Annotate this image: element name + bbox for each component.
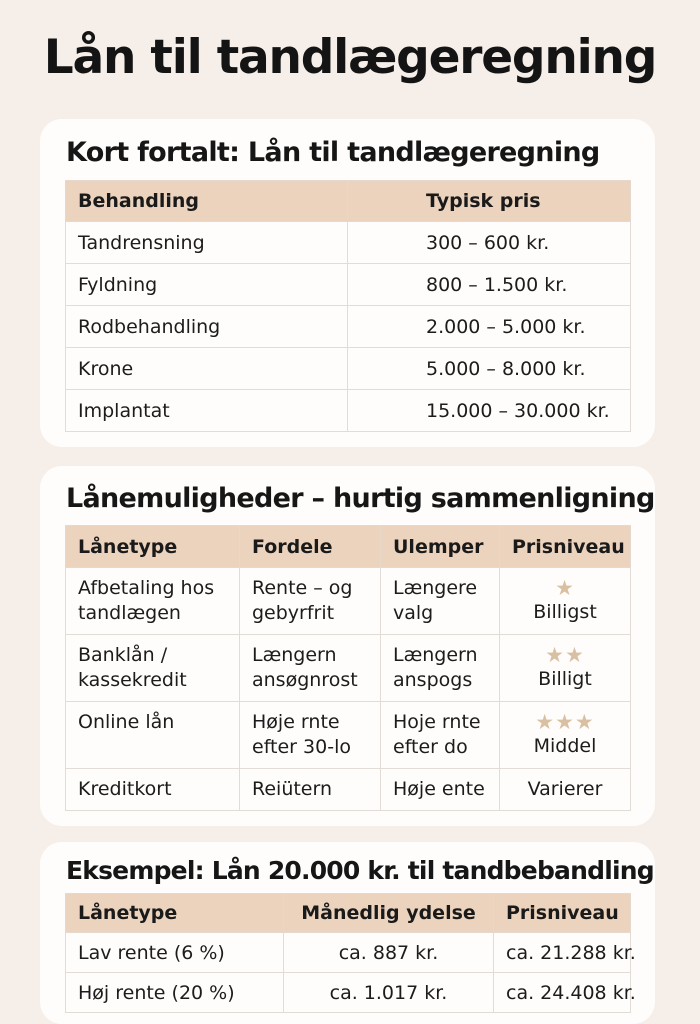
treatment-cell: Rodbehandling <box>66 306 348 348</box>
star-rating-icon: ★★★ <box>535 710 595 734</box>
column-header-monthly-payment: Månedlig ydelse <box>284 894 494 933</box>
cons-cell: Hoje rnte efter do <box>381 702 500 769</box>
treatment-price-table <box>65 180 631 432</box>
table-row <box>66 933 631 973</box>
total-cost-cell: ca. 24.408 kr. <box>494 973 631 1013</box>
table-row <box>66 222 631 264</box>
table-row <box>66 568 631 635</box>
cons-cell: Længern anspogs <box>381 635 500 702</box>
table-header-row <box>66 181 631 222</box>
table-row <box>66 390 631 432</box>
example-title: Eksempel: Lån 20.000 kr. til tandbebandling <box>66 856 654 885</box>
summary-card <box>40 119 655 447</box>
star-rating-icon: ★★ <box>545 643 585 667</box>
price-cell: 2.000 – 5.000 kr. <box>348 306 631 348</box>
price-level-cell <box>500 568 631 635</box>
price-level-label: Billigst <box>533 601 597 623</box>
table-row <box>66 264 631 306</box>
total-cost-cell: ca. 21.288 kr. <box>494 933 631 973</box>
price-cell: 300 – 600 kr. <box>348 222 631 264</box>
loan-type-cell: Banklån / kassekredit <box>66 635 240 702</box>
loan-type-cell: Kreditkort <box>66 769 240 811</box>
price-level-cell <box>500 702 631 769</box>
comparison-card <box>40 466 655 826</box>
table-row <box>66 702 631 769</box>
price-level-cell <box>500 635 631 702</box>
price-level-label: Billigt <box>538 668 592 690</box>
table-row <box>66 348 631 390</box>
summary-title: Kort fortalt: Lån til tandlægeregning <box>66 137 600 168</box>
table-row <box>66 973 631 1013</box>
price-level-label: Middel <box>533 735 597 757</box>
pros-cell: Reiütern <box>240 769 381 811</box>
loan-example-table <box>65 893 636 1013</box>
loan-comparison-table <box>65 525 631 811</box>
price-cell: 800 – 1.500 kr. <box>348 264 631 306</box>
loan-type-cell: Afbetaling hos tandlægen <box>66 568 240 635</box>
treatment-cell: Krone <box>66 348 348 390</box>
loan-type-cell: Lav rente (6 %) <box>66 933 284 973</box>
column-header-price-level: Prisniveau <box>494 894 631 933</box>
treatment-cell: Tandrensning <box>66 222 348 264</box>
price-level-cell <box>500 769 631 811</box>
cons-cell: Længere valg <box>381 568 500 635</box>
pros-cell: Længern ansøgnrost <box>240 635 381 702</box>
cons-cell: Høje ente <box>381 769 500 811</box>
loan-type-cell: Høj rente (20 %) <box>66 973 284 1013</box>
price-cell: 15.000 – 30.000 kr. <box>348 390 631 432</box>
column-header-loan-type: Lånetype <box>66 526 240 568</box>
price-cell: 5.000 – 8.000 kr. <box>348 348 631 390</box>
column-header-price: Typisk pris <box>348 181 631 222</box>
pros-cell: Rente – og gebyrfrit <box>240 568 381 635</box>
monthly-payment-cell: ca. 887 kr. <box>284 933 494 973</box>
page-title: Lån til tandlægeregning <box>43 30 657 85</box>
column-header-treatment: Behandling <box>66 181 348 222</box>
example-card <box>40 842 655 1024</box>
loan-type-cell: Online lån <box>66 702 240 769</box>
price-level-label: Varierer <box>527 778 603 800</box>
table-header-row <box>66 526 631 568</box>
treatment-cell: Implantat <box>66 390 348 432</box>
table-row <box>66 769 631 811</box>
comparison-title: Lånemuligheder – hurtig sammenligning <box>66 483 655 514</box>
monthly-payment-cell: ca. 1.017 kr. <box>284 973 494 1013</box>
table-row <box>66 635 631 702</box>
treatment-cell: Fyldning <box>66 264 348 306</box>
table-row <box>66 306 631 348</box>
column-header-pros: Fordele <box>240 526 381 568</box>
pros-cell: Høje rnte efter 30-lo <box>240 702 381 769</box>
column-header-price-level: Prisniveau <box>500 526 631 568</box>
column-header-cons: Ulemper <box>381 526 500 568</box>
column-header-loan-type: Lånetype <box>66 894 284 933</box>
table-header-row <box>66 894 631 933</box>
star-rating-icon: ★ <box>555 576 575 600</box>
